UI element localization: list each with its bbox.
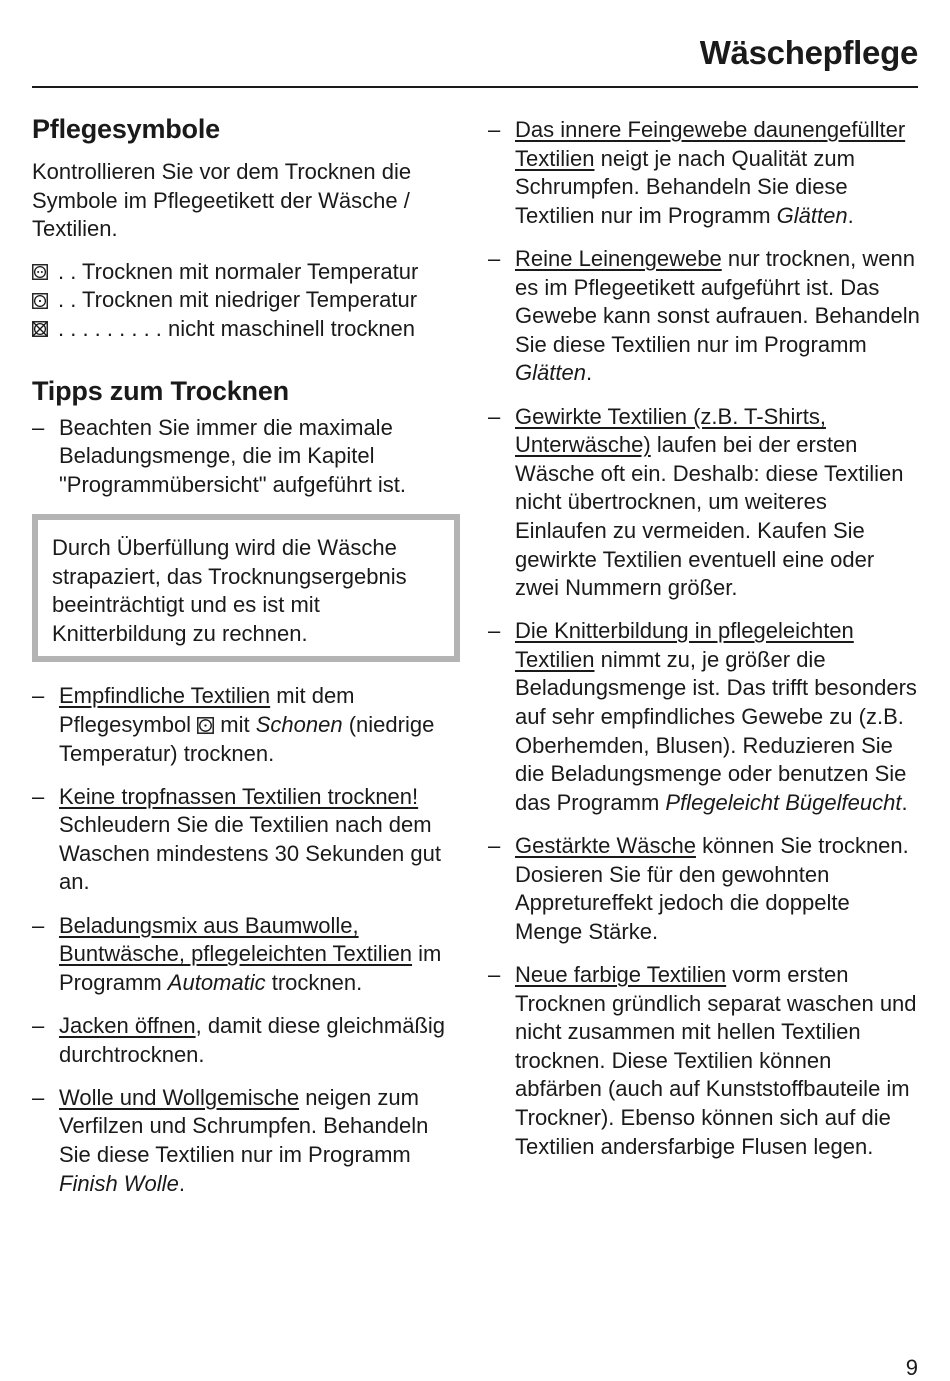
list-item-text: nimmt zu, je größer die Beladungsmenge ist. Das trifft besonders auf sehr empfindliches Gewebe zu (z.B. Oberhemden, Blusen). Reduzieren Sie die Beladungsmenge oder benutzen Sie das Programm xyxy=(515,646,917,815)
list-item-text: Schleudern Sie die Textilien nach dem Waschen mindestens 30 Sekunden gut an. xyxy=(59,812,441,895)
list-item xyxy=(32,912,462,998)
dryer-one-dot-icon xyxy=(32,293,48,309)
left-column xyxy=(32,112,462,1213)
program-name: Glätten xyxy=(776,202,848,228)
care-symbols-heading: Pflegesymbole xyxy=(32,114,220,144)
list-item xyxy=(488,832,920,946)
warning-box xyxy=(32,514,460,662)
program-name: Automatic xyxy=(167,969,266,995)
page-number: 9 xyxy=(905,1355,918,1380)
care-symbol-row xyxy=(32,258,462,287)
list-item-text: mit xyxy=(214,711,256,737)
program-name: Glätten xyxy=(515,360,586,386)
program-name: Schonen xyxy=(255,711,343,737)
list-item-text: Beachten Sie immer die maximale Beladungsmenge, die im Kapitel "Programmübersicht" aufgeführt ist. xyxy=(59,414,406,497)
dash-marker: – xyxy=(32,683,45,709)
dash-marker: – xyxy=(488,618,501,644)
list-item xyxy=(32,1012,462,1069)
list-item-emphasis: Wolle und Wollgemische xyxy=(59,1084,300,1110)
list-item xyxy=(488,961,920,1161)
list-item-emphasis: Gestärkte Wäsche xyxy=(515,833,696,859)
list-item xyxy=(488,403,920,603)
list-item xyxy=(32,414,462,500)
list-item xyxy=(488,116,920,230)
list-item-emphasis: Beladungsmix aus Baumwolle, Buntwäsche, pflegeleichten Textilien xyxy=(59,912,413,967)
list-item-text: , damit diese gleichmäßig durchtrocknen. xyxy=(59,1013,446,1067)
page-title: Wäschepflege xyxy=(699,34,918,71)
list-item xyxy=(32,783,462,897)
program-name: Finish Wolle xyxy=(59,1170,179,1196)
list-item-emphasis: Keine tropfnassen Textilien trocknen! xyxy=(59,783,419,809)
list-item-text: (niedrige Temperatur) trocknen. xyxy=(59,711,435,766)
list-item-emphasis: Empfindliche Textilien xyxy=(59,683,271,709)
list-item xyxy=(488,245,920,388)
list-item-text: neigt je nach Qualität zum Schrumpfen. Behandeln Sie diese Textilien nur im Programm xyxy=(515,145,855,228)
list-item xyxy=(32,682,462,768)
care-symbols-intro: Kontrollieren Sie vor dem Trocknen die Symbole im Pflegeetikett der Wäsche / Textilien. xyxy=(32,159,412,242)
list-item-text: mit dem Pflegesymbol xyxy=(59,683,355,737)
tips-list-intro xyxy=(32,414,462,500)
list-item-text: laufen bei der ersten Wäsche oft ein. Deshalb: diese Textilien nicht übertrocknen, um weiteres Einlaufen zu vermeiden. Kaufen Sie gewirkte Textilien eventuell eine oder zwei Nummern größer. xyxy=(515,432,904,601)
list-item xyxy=(32,1084,462,1198)
list-item-emphasis: Die Knitterbildung in pflegeleichten Textilien xyxy=(515,618,854,672)
dash-marker: – xyxy=(488,245,501,271)
list-item-text: nur trocknen, wenn es im Pflegeetikett aufgeführt ist. Das Gewebe kann sonst aufrauen. Behandeln Sie diese Textilien nur im Programm xyxy=(515,245,920,357)
list-item-text: vorm ersten Trocknen gründlich separat waschen und nicht zusammen mit hellen Textilien trocknen. Diese Textilien können abfärben (auch auf Kunststoffbauteile im Trockner). Ebenso können sich auf die Textilien andersfarbige Flusen legen. xyxy=(515,962,917,1159)
list-item-text: im Programm xyxy=(59,941,442,995)
page-header xyxy=(32,28,918,88)
tips-list-left xyxy=(32,682,462,1198)
dryer-two-dots-icon xyxy=(32,264,48,280)
right-column xyxy=(488,116,920,1176)
dash-marker: – xyxy=(32,912,45,938)
dryer-crossed-icon xyxy=(32,321,48,337)
dash-marker: – xyxy=(32,1013,45,1039)
list-item-emphasis: Jacken öffnen xyxy=(59,1013,196,1039)
list-item-text: . xyxy=(847,202,854,228)
list-item-emphasis: Reine Leinengewebe xyxy=(515,245,722,271)
tips-list-right xyxy=(488,116,920,1161)
warning-text: Durch Überfüllung wird die Wäsche strapaziert, das Trocknungsergebnis beeinträchtigt und es ist mit Knitterbildung zu rechnen. xyxy=(52,534,407,646)
list-item-emphasis: Gewirkte Textilien (z.B. T-Shirts, Unterwäsche) xyxy=(515,403,826,458)
dash-marker: – xyxy=(488,833,501,859)
care-symbol-row xyxy=(32,286,462,315)
list-item-text: . xyxy=(585,360,593,386)
care-symbol-text: . . Trocknen mit niedriger Temperatur xyxy=(58,287,418,313)
care-symbol-row xyxy=(32,315,462,344)
dryer-one-dot-icon xyxy=(197,717,214,734)
list-item-text: können Sie trocknen. Dosieren Sie für den gewohnten Appretureffekt jedoch die doppelte Menge Stärke. xyxy=(515,833,909,944)
list-item xyxy=(488,617,920,817)
program-name: Pflegeleicht Bügelfeucht xyxy=(665,789,902,815)
dash-marker: – xyxy=(488,403,501,429)
dash-marker: – xyxy=(488,117,501,142)
care-symbol-text: . . . . . . . . . nicht maschinell trocknen xyxy=(58,315,416,341)
list-item-text: . xyxy=(178,1170,185,1196)
dash-marker: – xyxy=(32,414,45,440)
list-item-text: neigen zum Verfilzen und Schrumpfen. Behandeln Sie diese Textilien nur im Programm xyxy=(59,1084,429,1167)
list-item-text: . xyxy=(901,789,908,815)
care-symbol-list xyxy=(32,258,462,344)
tips-heading: Tipps zum Trocknen xyxy=(32,375,289,406)
list-item-emphasis: Neue farbige Textilien xyxy=(515,962,727,987)
dash-marker: – xyxy=(32,783,45,809)
dash-marker: – xyxy=(488,962,501,987)
list-item-text: trocknen. xyxy=(265,969,363,995)
care-symbol-text: . . Trocknen mit normaler Temperatur xyxy=(58,258,419,284)
list-item-emphasis: Das innere Feingewebe daunengefüllter Textilien xyxy=(515,117,906,171)
dash-marker: – xyxy=(32,1084,45,1110)
